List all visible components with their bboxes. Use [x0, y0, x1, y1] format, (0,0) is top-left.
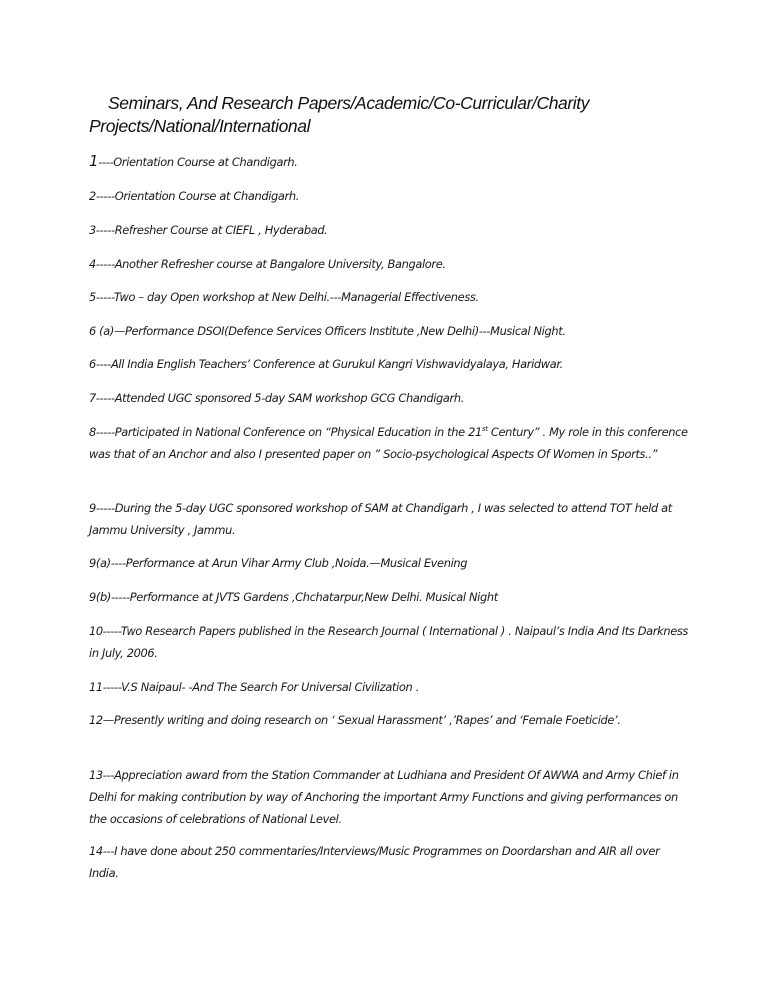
list-item-5: 5-----Two – day Open workshop at New Delhi.---Managerial Effectiveness.	[89, 290, 479, 304]
list-item-1	[89, 150, 689, 173]
superscript-ordinal: st	[481, 425, 488, 434]
item-text-before-superscript: 8-----Participated in National Conference on “Physical Education in the 21	[89, 425, 482, 439]
item-number: 1	[89, 152, 99, 170]
heading-line-1: Seminars, And Research Papers/Academic/Co-Curricular/Charity	[108, 93, 590, 113]
list-item-14: 14---I have done about 250 commentaries/Interviews/Music Programmes on Doordarshan and AIR all over India.	[89, 844, 660, 880]
list-item-11: 11-----V.S Naipaul- -And The Search For Universal Civilization .	[89, 680, 419, 694]
list-item-6a: 6 (a)—Performance DSOI(Defence Services Officers Institute ,New Delhi)---Musical Night.	[89, 324, 566, 338]
list-item-4: 4-----Another Refresher course at Bangalore University, Bangalore.	[89, 257, 446, 271]
list-item-3: 3-----Refresher Course at CIEFL , Hyderabad.	[89, 223, 328, 237]
list-item-2: 2-----Orientation Course at Chandigarh.	[89, 189, 300, 203]
list-item-10: 10-----Two Research Papers published in the Research Journal ( International ) . Naipaul’s India And Its Darkness in July, 2006.	[89, 624, 689, 660]
heading-line-2: Projects/National/International	[89, 116, 311, 136]
list-item-8	[89, 421, 689, 465]
list-item-9: 9-----During the 5-day UGC sponsored workshop of SAM at Chandigarh , I was selected to attend TOT held at Jammu University , Jammu.	[89, 501, 672, 537]
list-item-7: 7-----Attended UGC sponsored 5-day SAM workshop GCG Chandigarh.	[89, 391, 464, 405]
list-item-13: 13---Appreciation award from the Station Commander at Ludhiana and President Of AWWA and Army Chief in Delhi for making contribution by way of Anchoring the important Army Functions and giving performances on the occasions of celebrations of National Level.	[89, 768, 679, 826]
list-item-12: 12—Presently writing and doing research on ‘ Sexual Harassment’ ,’Rapes’ and ‘Female Foeticide’.	[89, 713, 621, 727]
list-item-9b: 9(b)-----Performance at JVTS Gardens ,Chchatarpur,New Delhi. Musical Night	[89, 590, 498, 604]
item-text: ----Orientation Course at Chandigarh.	[98, 155, 298, 169]
document-heading	[89, 92, 689, 138]
list-item-9a: 9(a)----Performance at Arun Vihar Army Club ,Noida.—Musical Evening	[89, 556, 468, 570]
item-text-after-superscript: Century” . My role in this conference was that of an Anchor and also I presented paper on ” Socio-psychological Aspects Of Women in Sports..”	[89, 425, 688, 461]
list-item-6: 6----All India English Teachers’ Conference at Gurukul Kangri Vishwavidyalaya, Haridwar.	[89, 357, 563, 371]
